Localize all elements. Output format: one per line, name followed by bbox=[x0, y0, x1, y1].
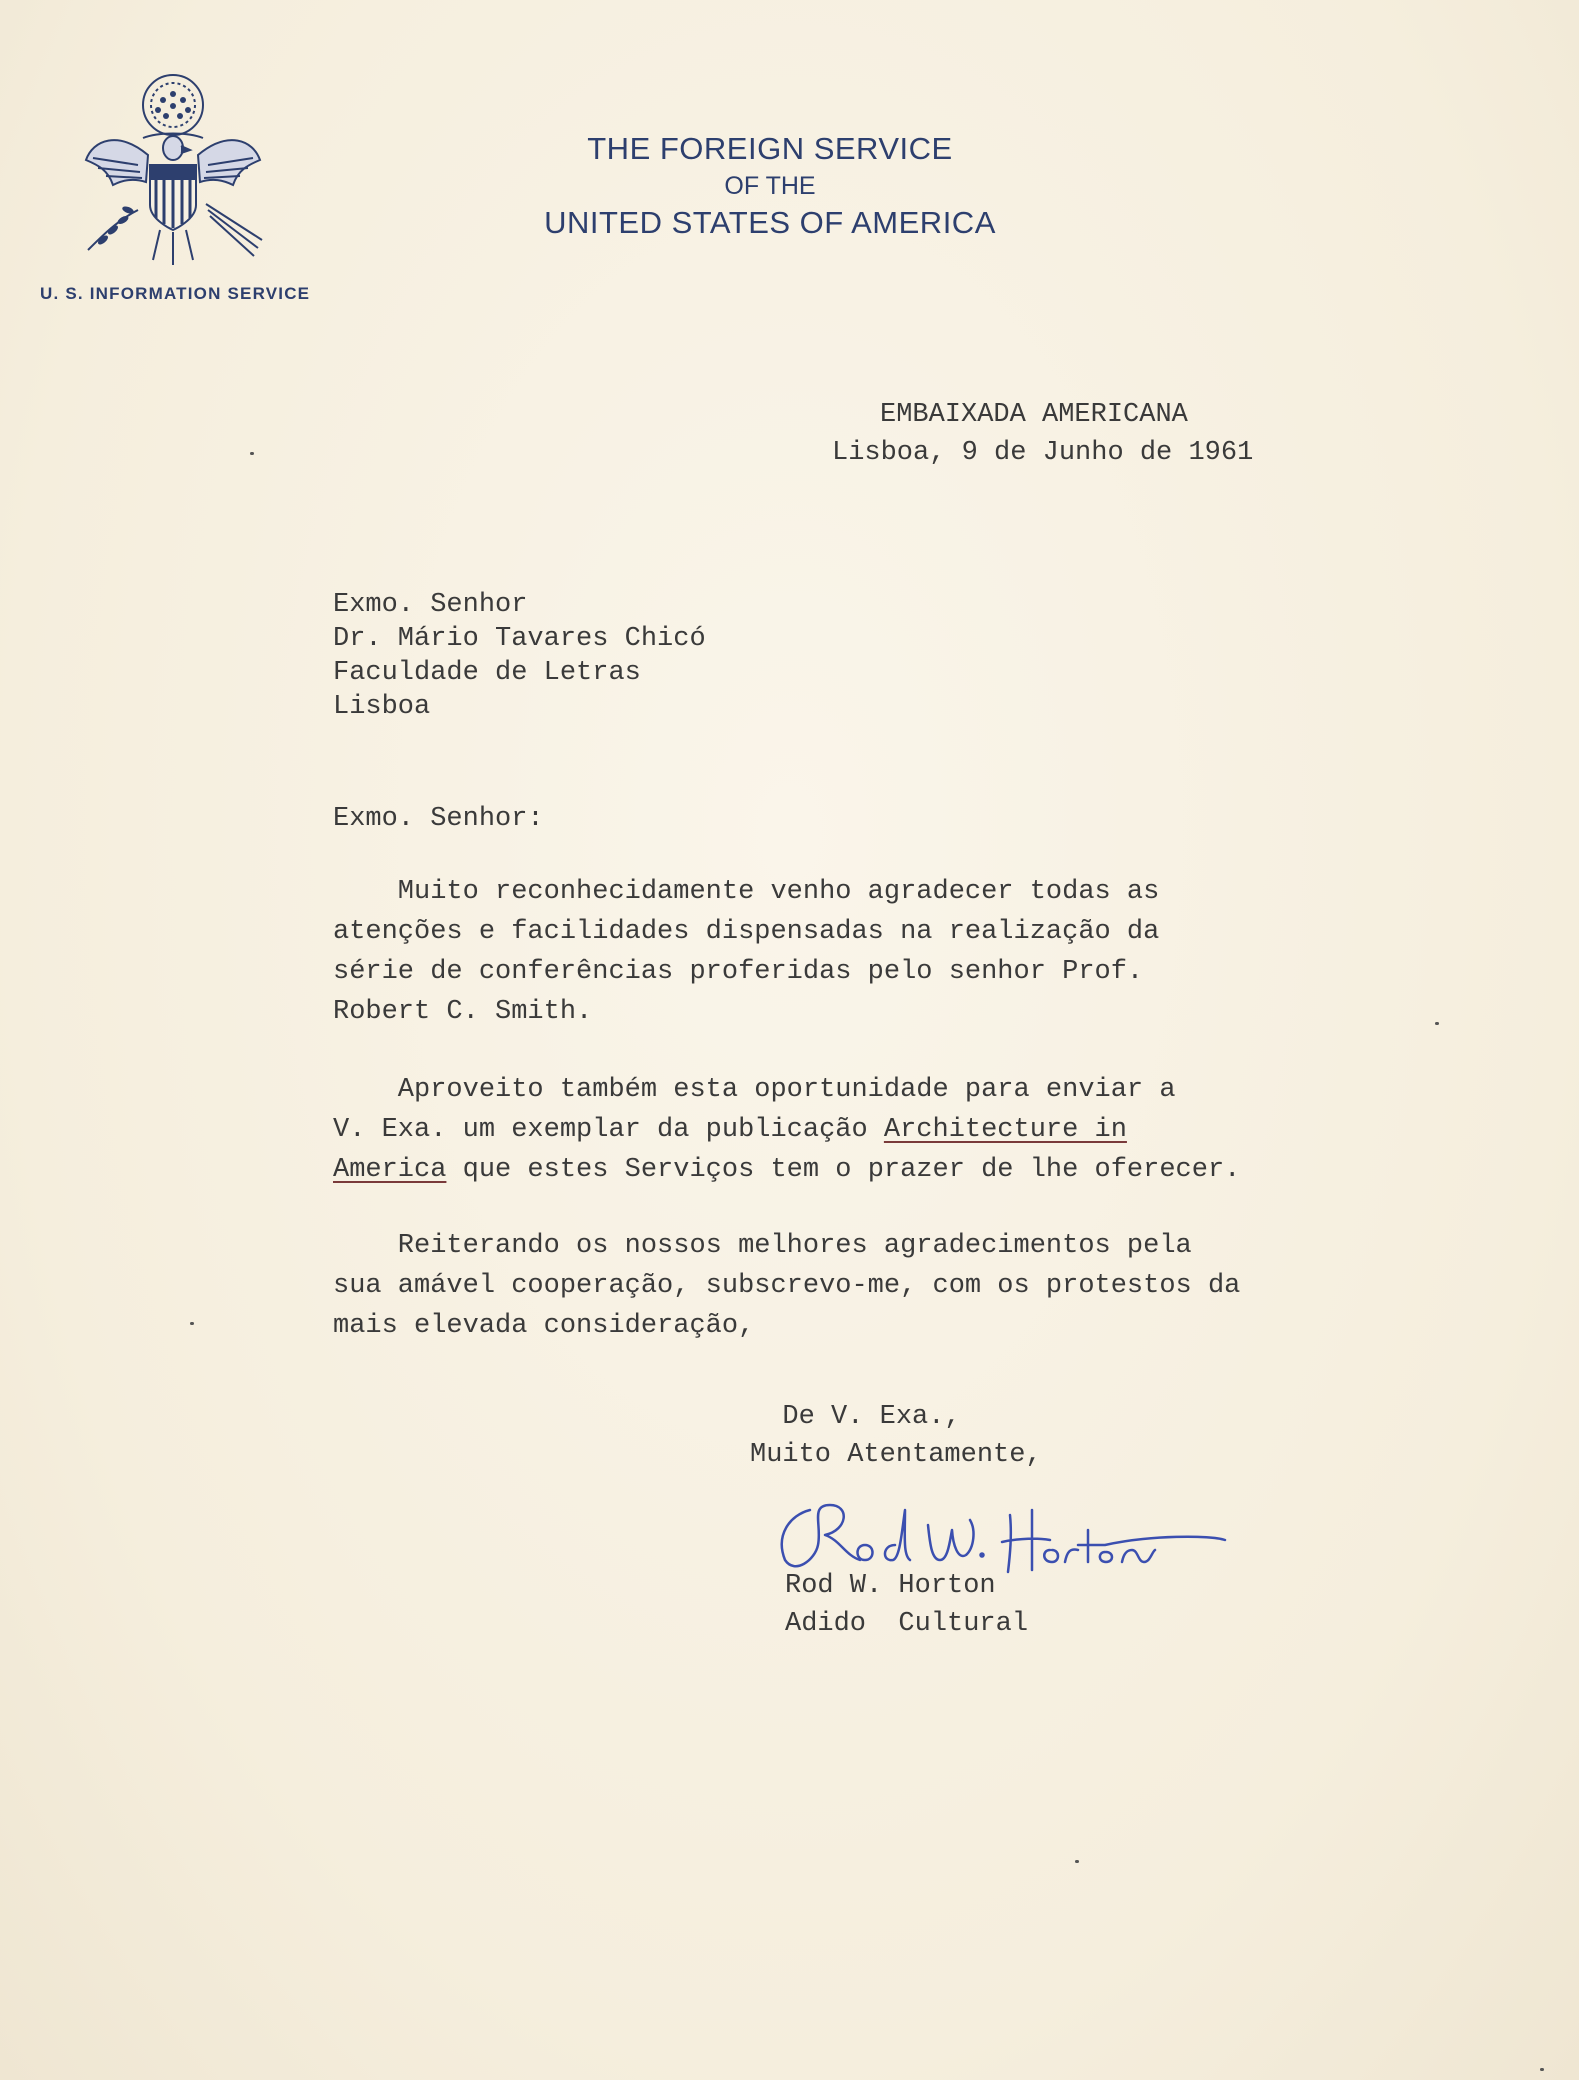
publication-title: Architecture in bbox=[883, 1115, 1127, 1145]
paragraph-line: mais elevada consideração, bbox=[333, 1311, 755, 1341]
closing-line: Muito Atentamente, bbox=[750, 1440, 1042, 1470]
letterhead-line-1: THE FOREIGN SERVICE bbox=[587, 131, 953, 166]
publication-title: America bbox=[333, 1155, 447, 1185]
paragraph-text: V. Exa. um exemplar da publicação bbox=[333, 1115, 884, 1145]
paragraph-line: série de conferências proferidas pelo senhor Prof. bbox=[333, 957, 1144, 987]
letterhead-line-3: UNITED STATES OF AMERICA bbox=[544, 205, 996, 240]
letterhead-line-2: OF THE bbox=[724, 171, 816, 200]
paper-speck bbox=[1435, 1022, 1439, 1025]
salutation: Exmo. Senhor: bbox=[333, 804, 544, 834]
paragraph-line: Muito reconhecidamente venho agradecer todas as bbox=[333, 877, 1160, 907]
paragraph-3 bbox=[333, 1226, 1240, 1346]
paper-speck bbox=[1075, 1860, 1079, 1863]
recipient-line: Faculdade de Letras bbox=[333, 658, 641, 688]
great-seal-eagle-icon bbox=[78, 70, 268, 270]
paragraph-line: Robert C. Smith. bbox=[333, 997, 593, 1027]
paragraph-line bbox=[333, 1110, 1240, 1150]
paper-speck bbox=[1540, 2068, 1544, 2071]
paragraph-text: que estes Serviços tem o prazer de lhe oferecer. bbox=[446, 1155, 1241, 1185]
paragraph-line: atenções e facilidades dispensadas na realização da bbox=[333, 917, 1160, 947]
closing bbox=[750, 1398, 1042, 1474]
embassy-name: EMBAIXADA AMERICANA bbox=[880, 400, 1188, 430]
paragraph-2 bbox=[333, 1070, 1240, 1190]
recipient-line: Dr. Mário Tavares Chicó bbox=[333, 624, 706, 654]
recipient-line: Lisboa bbox=[333, 692, 431, 722]
recipient-line: Exmo. Senhor bbox=[333, 590, 528, 620]
paragraph-line bbox=[333, 1150, 1240, 1190]
paragraph-line: Reiterando os nossos melhores agradecimentos pela bbox=[333, 1231, 1192, 1261]
recipient-address bbox=[333, 588, 706, 724]
closing-line: De V. Exa., bbox=[750, 1402, 961, 1432]
signer-title: Adido Cultural bbox=[785, 1609, 1029, 1639]
paper-speck bbox=[250, 452, 254, 455]
usis-label: U. S. INFORMATION SERVICE bbox=[40, 284, 311, 303]
paragraph-1 bbox=[333, 872, 1159, 1032]
paper-speck bbox=[190, 1322, 194, 1325]
letterhead-title bbox=[500, 130, 1040, 243]
paragraph-line: Aproveito também esta oportunidade para enviar a bbox=[333, 1075, 1176, 1105]
paragraph-line: sua amável cooperação, subscrevo-me, com os protestos da bbox=[333, 1271, 1241, 1301]
letter-date: Lisboa, 9 de Junho de 1961 bbox=[832, 438, 1254, 468]
signer-name: Rod W. Horton bbox=[785, 1571, 996, 1601]
signature-block bbox=[785, 1567, 1028, 1643]
